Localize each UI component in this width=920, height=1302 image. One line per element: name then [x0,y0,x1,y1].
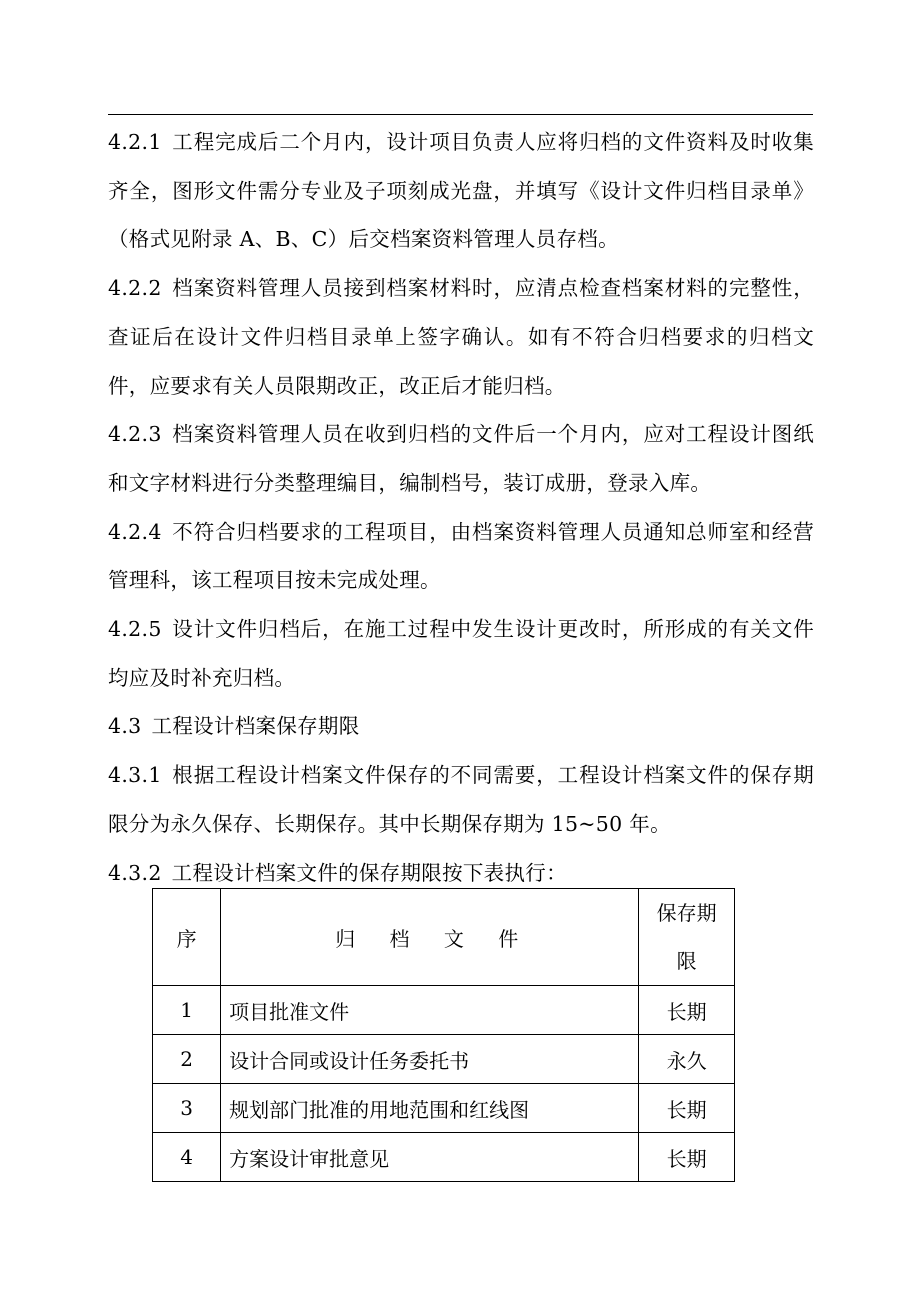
section-heading-text: 工程设计档案保存期限 [151,714,360,739]
cell-document: 项目批准文件 [221,986,639,1035]
paragraph-4-2-1 [108,118,814,264]
paragraph-4-2-3 [108,410,814,507]
header-period-line1: 保存期 [656,901,717,925]
cell-document: 方案设计审批意见 [221,1133,639,1182]
document-body [108,118,814,897]
paragraph-text: 设计文件归档后，在施工过程中发生设计更改时，所形成的有关文件均应及时补充归档。 [108,617,814,690]
table-row [153,1035,735,1084]
cell-seq: 4 [153,1133,221,1182]
cell-seq: 1 [153,986,221,1035]
cell-period: 永久 [639,1035,735,1084]
paragraph-4-2-2 [108,264,814,410]
header-seq: 序 [153,889,221,986]
cell-seq: 2 [153,1035,221,1084]
table-header-row [153,889,735,986]
cell-document: 规划部门批准的用地范围和红线图 [221,1084,639,1133]
section-number: 4.2.3 [108,422,162,447]
paragraph-text: 工程设计档案文件的保存期限按下表执行： [171,860,567,885]
paragraph-4-2-4 [108,508,814,605]
section-number: 4.2.4 [108,519,162,544]
cell-period: 长期 [639,986,735,1035]
section-number: 4.2.5 [108,617,162,642]
section-number: 4.3.1 [108,763,162,788]
paragraph-text: 档案资料管理人员在收到归档的文件后一个月内，应对工程设计图纸和文字材料进行分类整理编目，编制档号，装订成册，登录入库。 [108,422,814,495]
cell-period: 长期 [639,1133,735,1182]
cell-document: 设计合同或设计任务委托书 [221,1035,639,1084]
paragraph-text: 根据工程设计档案文件保存的不同需要，工程设计档案文件的保存期限分为永久保存、长期保存。其中长期保存期为 15~50 年。 [108,763,814,836]
header-period-line2: 限 [676,949,697,973]
cell-period: 长期 [639,1084,735,1133]
section-number: 4.3.2 [108,860,162,885]
section-heading-4-3 [108,702,814,751]
table-row [153,1084,735,1133]
table-row [153,986,735,1035]
section-number: 4.3 [108,714,142,739]
header-period [639,889,735,986]
paragraph-text: 档案资料管理人员接到档案材料时，应清点检查档案材料的完整性，查证后在设计文件归档目录单上签字确认。如有不符合归档要求的归档文件，应要求有关人员限期改正，改正后才能归档。 [108,276,814,398]
section-number: 4.2.2 [108,276,162,301]
paragraph-4-3-1 [108,751,814,848]
paragraph-text: 工程完成后二个月内，设计项目负责人应将归档的文件资料及时收集齐全，图形文件需分专业及子项刻成光盘，并填写《设计文件归档目录单》（格式见附录 A、B、C）后交档案资料管理人员存档。 [108,130,814,252]
retention-period-table [152,888,735,1182]
cell-seq: 3 [153,1084,221,1133]
section-number: 4.2.1 [108,130,162,154]
paragraph-4-2-5 [108,605,814,702]
table-row [153,1133,735,1182]
paragraph-text: 不符合归档要求的工程项目，由档案资料管理人员通知总师室和经营管理科，该工程项目按未完成处理。 [108,519,814,593]
header-rule [108,114,813,115]
header-document: 归 档 文 件 [221,889,639,986]
